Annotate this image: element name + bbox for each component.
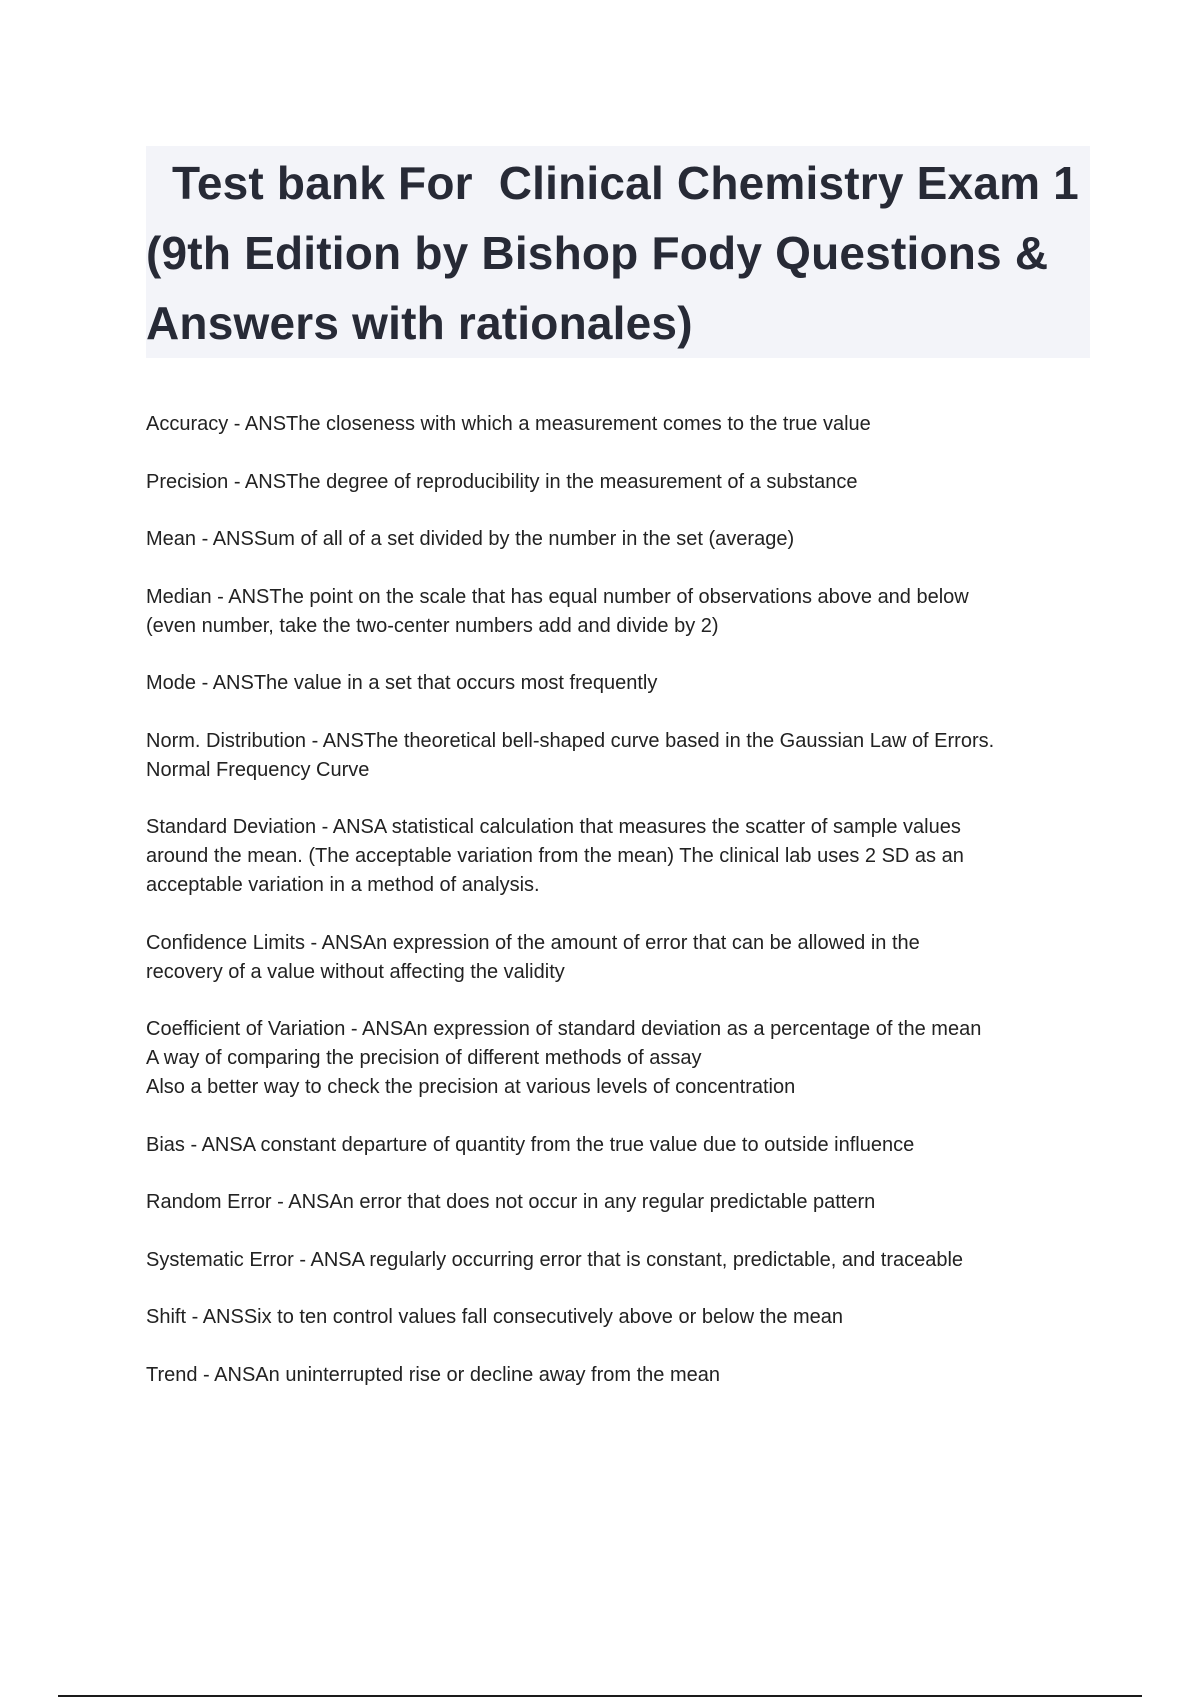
entry-list — [146, 410, 1096, 1418]
entry-line: Bias - ANSA constant departure of quantity from the true value due to outside influence — [146, 1133, 915, 1156]
entry-line: Mode - ANSThe value in a set that occurs most frequently — [146, 672, 658, 694]
entry-line: (even number, take the two-center numbers add and divide by 2) — [146, 614, 719, 637]
entry-line: Accuracy - ANSThe closeness with which a measurement comes to the true value — [146, 413, 871, 435]
entry-line: recovery of a value without affecting the validity — [146, 960, 565, 983]
entry-line: Standard Deviation - ANSA statistical calculation that measures the scatter of sample values — [146, 816, 961, 838]
list-item — [146, 1131, 1096, 1160]
list-item — [146, 1361, 1096, 1390]
entry-line: Precision - ANSThe degree of reproducibility in the measurement of a substance — [146, 470, 858, 493]
list-item — [146, 1188, 1096, 1217]
entry-line: Shift - ANSSix to ten control values fall consecutively above or below the mean — [146, 1306, 844, 1328]
document-title: Test bank For Clinical Chemistry Exam 1 (9th Edition by Bishop Fody Questions & Answers with rationales) — [146, 157, 1092, 349]
entry-line: Confidence Limits - ANSAn expression of the amount of error that can be allowed in the — [146, 931, 920, 954]
entry-line: Also a better way to check the precision at various levels of concentration — [146, 1076, 796, 1098]
entry-line: A way of comparing the precision of different methods of assay — [146, 1047, 702, 1069]
list-item — [146, 727, 1096, 785]
entry-line: Normal Frequency Curve — [146, 758, 370, 781]
entry-line: Mean - ANSSum of all of a set divided by the number in the set (average) — [146, 528, 795, 550]
list-item — [146, 1303, 1096, 1332]
entry-line: Random Error - ANSAn error that does not occur in any regular predictable pattern — [146, 1191, 876, 1213]
list-item — [146, 1015, 1096, 1102]
list-item — [146, 468, 1096, 497]
entry-line: acceptable variation in a method of analysis. — [146, 874, 540, 896]
title-banner — [146, 146, 1090, 358]
list-item — [146, 1246, 1096, 1275]
entry-line: Trend - ANSAn uninterrupted rise or decline away from the mean — [146, 1363, 720, 1386]
entry-line: Norm. Distribution - ANSThe theoretical bell-shaped curve based in the Gaussian Law of Errors. — [146, 729, 995, 752]
entry-line: Coefficient of Variation - ANSAn expression of standard deviation as a percentage of the mean — [146, 1018, 982, 1040]
list-item — [146, 525, 1096, 554]
list-item — [146, 929, 1096, 987]
list-item — [146, 813, 1096, 900]
entry-line: around the mean. (The acceptable variation from the mean) The clinical lab uses 2 SD as an — [146, 845, 964, 867]
entry-line: Median - ANSThe point on the scale that has equal number of observations above and below — [146, 585, 969, 608]
footer-rule — [58, 1695, 1142, 1697]
list-item — [146, 583, 1096, 641]
list-item — [146, 410, 1096, 439]
entry-line: Systematic Error - ANSA regularly occurring error that is constant, predictable, and traceable — [146, 1248, 964, 1271]
list-item — [146, 669, 1096, 698]
